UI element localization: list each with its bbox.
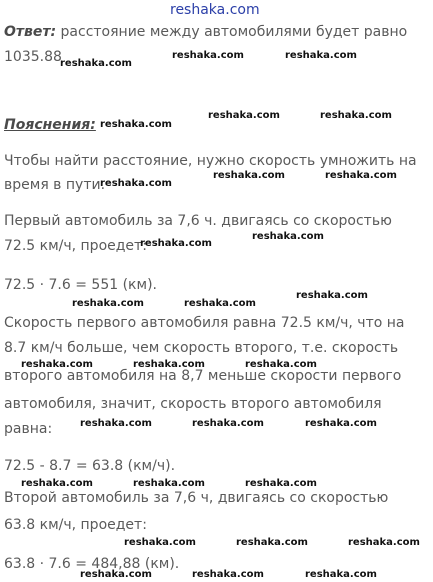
watermark: reshaka.com <box>285 50 357 61</box>
text-line-12: Второй автомобиль за 7,6 ч, двигаясь со скоростью <box>4 490 389 506</box>
watermark: reshaka.com <box>245 359 317 370</box>
text-line-1: Чтобы найти расстояние, нужно скорость умножить на <box>4 153 417 169</box>
watermark: reshaka.com <box>192 569 264 580</box>
explanation-label: Пояснения: <box>4 117 96 133</box>
watermark: reshaka.com <box>21 478 93 489</box>
answer-value: 1035.88 <box>4 49 62 65</box>
text-line-2: время в пути. <box>4 177 106 193</box>
text-line-13: 63.8 км/ч, проедет: <box>4 517 147 533</box>
watermark: reshaka.com <box>80 569 152 580</box>
watermark: reshaka.com <box>252 231 324 242</box>
watermark: reshaka.com <box>140 238 212 249</box>
watermark: reshaka.com <box>80 418 152 429</box>
watermark: reshaka.com <box>184 298 256 309</box>
watermark: reshaka.com <box>296 290 368 301</box>
watermark: reshaka.com <box>236 537 308 548</box>
watermark: reshaka.com <box>320 110 392 121</box>
text-line-7: 8.7 км/ч больше, чем скорость второго, т.е. скорость <box>4 340 399 356</box>
text-line-9: автомобиля, значит, скорость второго автомобиля <box>4 396 382 412</box>
watermark-top: reshaka.com <box>170 2 260 18</box>
text-line-3: Первый автомобиль за 7,6 ч. двигаясь со скоростью <box>4 213 392 229</box>
watermark: reshaka.com <box>133 478 205 489</box>
explanation-heading <box>4 117 96 134</box>
text-line-4: 72.5 км/ч, проедет: <box>4 238 147 254</box>
text-line-10: равна: <box>4 421 53 437</box>
watermark: reshaka.com <box>172 50 244 61</box>
watermark: reshaka.com <box>305 418 377 429</box>
watermark: reshaka.com <box>124 537 196 548</box>
watermark: reshaka.com <box>21 359 93 370</box>
text-line-8: второго автомобиля на 8,7 меньше скорости первого <box>4 368 402 384</box>
watermark: reshaka.com <box>245 478 317 489</box>
text-line-5: 72.5 · 7.6 = 551 (км). <box>4 277 157 293</box>
text-line-14: 63.8 · 7.6 = 484,88 (км). <box>4 556 180 572</box>
watermark: reshaka.com <box>213 170 285 181</box>
watermark: reshaka.com <box>208 110 280 121</box>
text-line-6: Скорость первого автомобиля равна 72.5 км/ч, что на <box>4 315 405 331</box>
answer-line <box>4 24 407 41</box>
watermark: reshaka.com <box>100 119 172 130</box>
watermark: reshaka.com <box>348 537 420 548</box>
answer-text: расстояние между автомобилями будет равно <box>56 24 408 40</box>
watermark: reshaka.com <box>133 359 205 370</box>
answer-label: Ответ: <box>4 24 57 40</box>
watermark: reshaka.com <box>72 298 144 309</box>
watermark: reshaka.com <box>325 170 397 181</box>
watermark: reshaka.com <box>192 418 264 429</box>
text-line-11: 72.5 - 8.7 = 63.8 (км/ч). <box>4 458 176 474</box>
watermark: reshaka.com <box>100 178 172 189</box>
watermark: reshaka.com <box>60 58 132 69</box>
watermark: reshaka.com <box>305 569 377 580</box>
